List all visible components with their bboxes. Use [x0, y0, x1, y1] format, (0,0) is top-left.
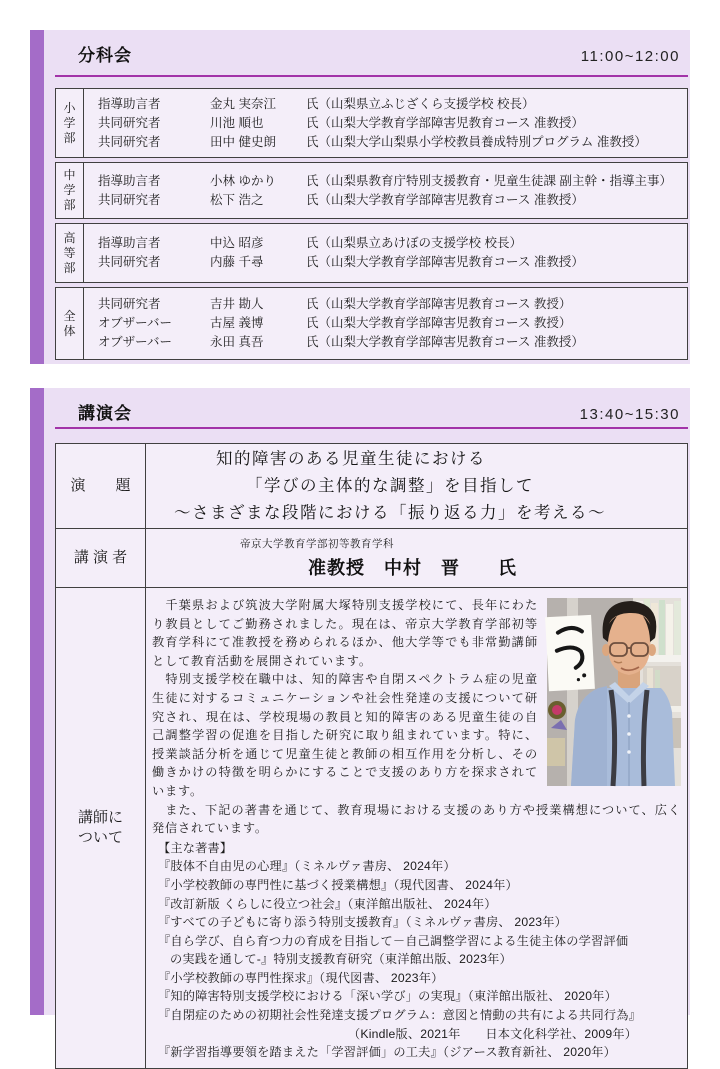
table-row [98, 133, 685, 152]
accent-bar [30, 30, 44, 364]
speaker-label-text: 講 演 者 [73, 549, 128, 566]
role-cell: 共同研究者 [98, 297, 161, 311]
section-title: 講演会 [78, 404, 132, 423]
speaker-label [56, 529, 146, 587]
accent-bar [30, 388, 44, 1015]
bio-paragraph: また、下記の著書を通じて、教育現場における支援のあり方や授業構想について、広く発信されています。 [152, 802, 681, 836]
role-cell: 共同研究者 [98, 115, 161, 130]
book-list-header: 【主な著書】 [158, 840, 233, 855]
name-cell: 小林 ゆかり [210, 173, 276, 188]
book-item: 『肢体不自由児の心理』（ミネルヴァ書房、 2024年） [158, 859, 456, 874]
book-item: 『知的障害特別支援学校における「深い学び」の実現』（東洋館出版社、 2020年） [158, 989, 617, 1004]
name-cell: 松下 浩之 [210, 192, 264, 207]
topic-line: ～さまざまな段階における「振り返る力」を考える～ [174, 503, 606, 522]
header-divider [55, 427, 688, 429]
lecture-table [55, 443, 688, 1069]
book-item: 『自閉症のための初期社会性発達支援プログラム：意図と情動の共有による共同行為』 [158, 1008, 641, 1023]
group-rows [84, 224, 687, 282]
table-row [98, 172, 685, 191]
section-header [78, 41, 680, 66]
lecturer-photo [547, 598, 681, 786]
role-cell: 共同研究者 [98, 192, 161, 207]
about-cell [146, 588, 687, 1068]
book-item: 『自ら学び、自ら育つ力の育成を目指して－自己調整学習による生徒主体の学習評価 [158, 933, 629, 948]
group-label-char: 学 [63, 115, 76, 130]
affiliation-cell: 氏（山梨大学教育学部障害児教育コース 教授） [306, 316, 572, 330]
table-row [98, 295, 685, 314]
role-cell: 共同研究者 [98, 134, 161, 149]
table-row [98, 333, 685, 352]
time-range: 13:40~15:30 [579, 406, 680, 423]
breakout-table [55, 88, 688, 360]
book-item-continuation: （Kindle版、2021年 日本文化科学社、2009年） [348, 1026, 638, 1041]
book-item: 『新学習指導要領を踏まえた「学習評価」の工夫』（ジアース教育新社、 2020年） [158, 1045, 616, 1060]
speaker-name: 准教授 中村 晋 氏 [308, 558, 517, 578]
role-cell: 指導助言者 [98, 96, 161, 111]
topic-label [56, 444, 146, 528]
name-cell: 中込 昭彦 [210, 236, 264, 250]
affiliation-cell: 氏（山梨県教育庁特別支援教育・児童生徒課 副主幹・指導主事） [306, 173, 672, 188]
name-cell: 古屋 義博 [210, 316, 264, 330]
group-label [56, 224, 84, 282]
section-breakout [30, 30, 690, 364]
role-cell: 指導助言者 [98, 236, 161, 250]
group-label-char: 全 [63, 308, 76, 323]
group-label [56, 288, 84, 359]
group-label [56, 89, 84, 157]
book-item: 『改訂新版 くらしに役立つ社会』（東洋館出版社、 2024年） [158, 896, 497, 911]
table-row [98, 234, 685, 253]
group-rows [84, 288, 687, 359]
row-group-overall [55, 287, 688, 360]
header-divider [55, 75, 688, 77]
book-item: 『すべての子どもに寄り添う特別支援教育』（ミネルヴァ書房、 2023年） [158, 915, 568, 930]
name-cell: 川池 順也 [210, 115, 264, 130]
affiliation-cell: 氏（山梨大学教育学部障害児教育コース 准教授） [306, 192, 584, 207]
affiliation-cell: 氏（山梨大学教育学部障害児教育コース 准教授） [306, 335, 584, 349]
speaker-cell [146, 529, 687, 587]
affiliation-cell: 氏（山梨県立あけぼの支援学校 校長） [306, 236, 522, 250]
row-group-junior-high [55, 162, 688, 219]
name-cell: 内藤 千尋 [210, 255, 264, 269]
role-cell: 指導助言者 [98, 173, 161, 188]
topic-line: 「学びの主体的な調整」を目指して [246, 476, 534, 495]
speaker-affiliation: 帝京大学教育学部初等教育学科 [240, 538, 394, 550]
time-range: 11:00~12:00 [580, 48, 680, 65]
topic-label-text: 演 題 [70, 477, 131, 494]
role-cell: オブザーバー [98, 316, 173, 330]
about-label-line: 講師に [77, 808, 123, 826]
role-cell: オブザーバー [98, 335, 173, 349]
affiliation-cell: 氏（山梨県立ふじざくら支援学校 校長） [306, 96, 535, 111]
group-label-char: 中 [63, 168, 76, 182]
group-rows [84, 89, 687, 157]
about-label [56, 588, 146, 1068]
affiliation-cell: 氏（山梨大学教育学部障害児教育コース 准教授） [306, 115, 584, 130]
affiliation-cell: 氏（山梨大学教育学部障害児教育コース 教授） [306, 297, 572, 311]
about-row [56, 588, 687, 1068]
group-label [56, 163, 84, 218]
row-group-elementary [55, 88, 688, 158]
book-item: 『小学校教師の専門性に基づく授業構想』（現代図書、 2024年） [158, 877, 518, 892]
affiliation-cell: 氏（山梨大学教育学部障害児教育コース 准教授） [306, 255, 584, 269]
group-label-char: 部 [63, 198, 76, 212]
table-row [98, 95, 685, 114]
role-cell: 共同研究者 [98, 255, 161, 269]
bio-paragraph: 特別支援学校在職中は、知的障害や自閉スペクトラム症の児童生徒に対するコミュニケーションや社会性発達の支援について研究され、現在は、学校現場の教員と知的障害のある児童生徒の自己調整学習の促進を目指した研究に取り組まれています。特に、授業談話分析を通じて児童生徒と教師の相互作用を分析し、その働きかけの特徴を明らかにすることで支援のあり方を探求されています。 [152, 672, 538, 798]
section-lecture [30, 388, 690, 1060]
section-header [78, 399, 680, 424]
topic-line: 知的障害のある児童生徒における [216, 449, 486, 468]
group-label-char: 高 [63, 230, 76, 245]
book-item: 『小学校教師の専門性探求』（現代図書、 2023年） [158, 970, 444, 985]
bio-paragraph: 千葉県および筑波大学附属大塚特別支援学校にて、長年にわたり教員としてご勤務されました。現在は、帝京大学教育学部初等教育学科にて准教授を務められるほか、他大学等でも非常勤講師として教育活動を展開されています。 [152, 598, 538, 668]
about-label-line: ついて [77, 828, 123, 846]
topic-row [56, 444, 687, 529]
table-row [98, 114, 685, 133]
name-cell: 永田 真吾 [210, 335, 264, 349]
group-label-char: 小 [63, 100, 76, 115]
group-label-char: 等 [63, 245, 76, 260]
book-item-continuation: の実践を通して-』特別支援教育研究（東洋館出版、2023年） [170, 952, 512, 967]
group-label-char: 部 [63, 260, 76, 275]
group-label-char: 学 [63, 183, 76, 197]
affiliation-cell: 氏（山梨大学山梨県小学校教員養成特別プログラム 准教授） [306, 134, 647, 149]
group-label-char: 体 [63, 323, 76, 338]
speaker-row [56, 529, 687, 588]
topic-cell [146, 444, 687, 528]
name-cell: 田中 健史朗 [210, 134, 276, 149]
table-row [98, 314, 685, 333]
row-group-senior-high [55, 223, 688, 283]
name-cell: 吉井 勘人 [210, 297, 264, 311]
table-row [98, 191, 685, 210]
group-label-char: 部 [63, 130, 76, 145]
section-title: 分科会 [78, 46, 132, 65]
table-row [98, 253, 685, 272]
name-cell: 金丸 実奈江 [210, 96, 276, 111]
book-list [158, 839, 681, 1062]
group-rows [84, 163, 687, 218]
